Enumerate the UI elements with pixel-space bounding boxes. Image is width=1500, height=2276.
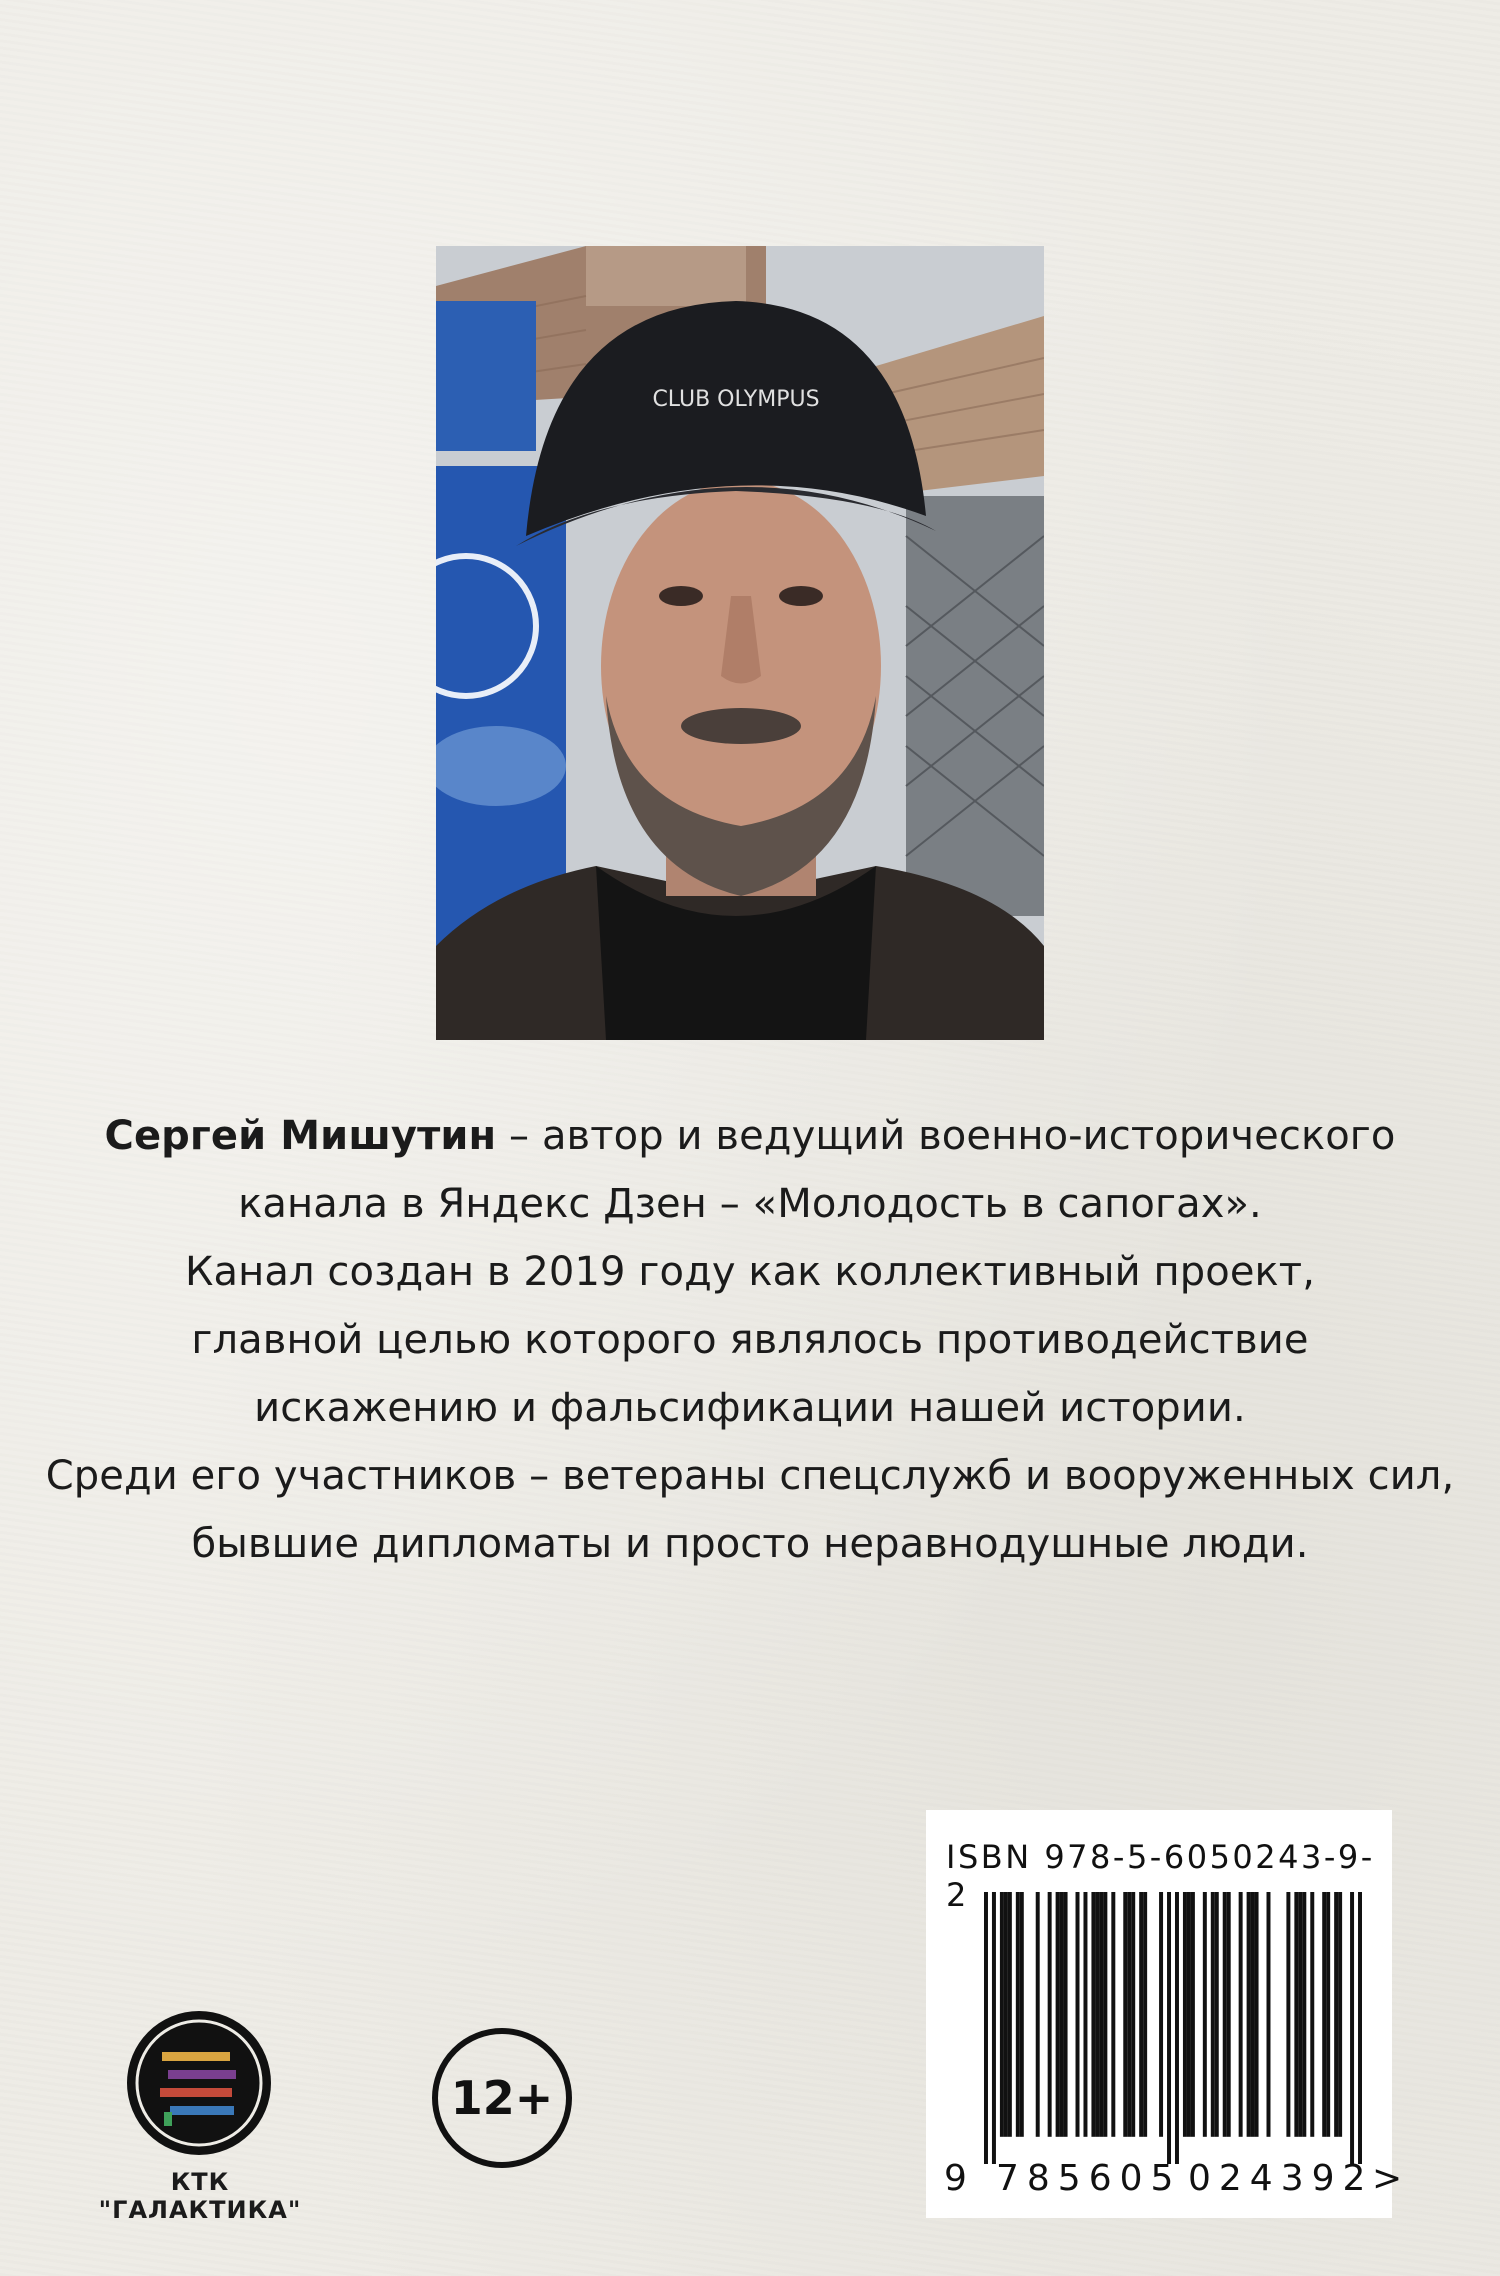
barcode-bar [1302, 1892, 1306, 2137]
barcode-bar [1060, 1892, 1064, 2137]
barcode-bar [1036, 1892, 1040, 2137]
barcode-bar [1187, 1892, 1191, 2137]
age-rating-badge: 12+ [432, 2028, 572, 2168]
blurb-line-3: Канал создан в 2019 году как коллективный проект, [184, 1249, 1316, 1295]
barcode-bar [1004, 1892, 1008, 2137]
barcode-bar [1076, 1892, 1080, 2137]
barcode-bar [1016, 1892, 1020, 2137]
barcode-bar [1227, 1892, 1231, 2137]
barcode-bar [1294, 1892, 1298, 2137]
barcode-bar [1123, 1892, 1127, 2137]
barcode-bar [1255, 1892, 1259, 2137]
barcode-bar [1183, 1892, 1187, 2137]
barcode-digits-left: 785605 [996, 2158, 1182, 2199]
blurb-line-4: главной целью которого являлось противодействие [191, 1317, 1309, 1363]
barcode-bar [1350, 1892, 1354, 2164]
blurb-line-1: Сергей Мишутин – автор и ведущий военно-исторического [104, 1113, 1396, 1159]
barcode-bar [1211, 1892, 1215, 2137]
barcode-bar [1203, 1892, 1207, 2137]
barcode-bar [1000, 1892, 1004, 2137]
barcode-bar [1322, 1892, 1326, 2137]
barcode-bar [1326, 1892, 1330, 2137]
barcode-bar [1111, 1892, 1115, 2137]
isbn-barcode-block [926, 1810, 1403, 2218]
publisher-logo-icon [124, 2008, 274, 2158]
barcode-bar [1334, 1892, 1338, 2137]
barcode-bar [1048, 1892, 1052, 2137]
blurb-line-2: канала в Яндекс Дзен – «Молодость в сапогах». [238, 1181, 1262, 1227]
barcode-bar [1103, 1892, 1107, 2137]
barcode-bar [1127, 1892, 1131, 2137]
barcode-bar [1310, 1892, 1314, 2137]
barcode-bar [1175, 1892, 1179, 2164]
barcode-bar [1298, 1892, 1302, 2137]
blurb-line-5: искажению и фальсификации нашей истории. [254, 1385, 1246, 1431]
barcode-quiet-mark: > [1372, 2158, 1403, 2199]
barcode-bar [1191, 1892, 1195, 2137]
barcode-bar [1083, 1892, 1087, 2137]
barcode-bar [1247, 1892, 1251, 2137]
barcode-bar [1056, 1892, 1060, 2137]
barcode-bar [992, 1892, 996, 2164]
author-blurb [40, 1102, 1460, 1578]
barcode-digits-right: 024392 [1188, 2158, 1374, 2199]
barcode-bar [1020, 1892, 1024, 2137]
isbn-label: ISBN 978-5-6050243-9-2 [946, 1838, 1375, 1914]
barcode-bar [1338, 1892, 1342, 2137]
barcode-digit-first: 9 [944, 2158, 967, 2199]
barcode-bar [1091, 1892, 1095, 2137]
author-name: Сергей Мишутин [104, 1113, 497, 1159]
barcode-bar [1008, 1892, 1012, 2137]
publisher-name: КТК "ГАЛАКТИКА" [98, 2168, 302, 2224]
barcode-bar [1286, 1892, 1290, 2137]
barcode-bar [1099, 1892, 1103, 2137]
barcode-bar [1143, 1892, 1147, 2137]
barcode-bar [1064, 1892, 1068, 2137]
publisher-logo [124, 2008, 274, 2158]
barcode-bar [1239, 1892, 1243, 2137]
barcode-bar [984, 1892, 988, 2164]
barcode-bar [1167, 1892, 1171, 2164]
author-photo [436, 246, 1044, 1040]
barcode-icon [984, 1892, 1362, 2164]
barcode-bar [1251, 1892, 1255, 2137]
barcode-bar [1095, 1892, 1099, 2137]
author-portrait-icon [436, 246, 1044, 1040]
barcode-bar [1159, 1892, 1163, 2137]
barcode-bar [1139, 1892, 1143, 2137]
barcode-bar [1131, 1892, 1135, 2137]
barcode-bar [1215, 1892, 1219, 2137]
barcode-bar [1358, 1892, 1362, 2164]
barcode [984, 1892, 1362, 2164]
barcode-bar [1267, 1892, 1271, 2137]
barcode-bar [1223, 1892, 1227, 2137]
blurb-line-6: Среди его участников – ветераны спецслужб и вооруженных сил, [45, 1453, 1455, 1499]
svg-text:CLUB OLYMPUS: CLUB OLYMPUS [652, 387, 820, 412]
blurb-line-7: бывшие дипломаты и просто неравнодушные люди. [191, 1521, 1309, 1567]
